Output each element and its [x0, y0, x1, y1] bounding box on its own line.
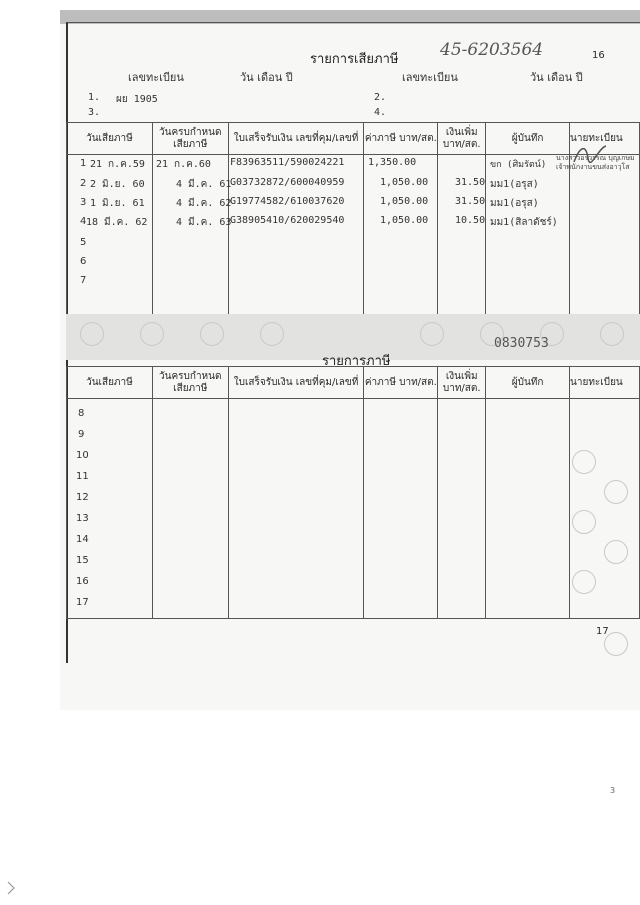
watermark-seal [420, 322, 444, 346]
date-label-right: วัน เดือน ปี [530, 71, 583, 84]
watermark-seal [604, 540, 628, 564]
reg-label-left: เลขทะเบียน [128, 71, 184, 84]
header-cell: วันเสียภาษี [67, 367, 153, 399]
reg-entry-num: 4. [374, 107, 387, 118]
reg-entry-num: 2. [374, 92, 387, 103]
row-number: 7 [80, 275, 87, 286]
header-cell: เงินเพิ่ม บาท/สต. [438, 367, 486, 399]
page-number-bottom: 17 [596, 626, 609, 637]
header-cell: ใบเสร็จรับเงิน เลขที่คุม/เลขที่ [228, 367, 364, 399]
watermark-seal [572, 570, 596, 594]
row-number: 17 [76, 597, 89, 608]
row-number: 8 [78, 408, 85, 419]
handwritten-number: 45-6203564 [440, 40, 544, 60]
date-label-left: วัน เดือน ปี [240, 71, 293, 84]
header-cell: ผู้บันทึก [486, 123, 570, 155]
watermark-seal [572, 510, 596, 534]
header-cell: ใบเสร็จรับเงิน เลขที่คุม/เลขที่ [228, 123, 364, 155]
reg-entry-value: ผย 1905 [116, 94, 158, 105]
header-cell: วันครบกำหนด เสียภาษี [152, 367, 228, 399]
row-number: 12 [76, 492, 89, 503]
row-number: 11 [76, 471, 89, 482]
watermark-seal [604, 480, 628, 504]
signature-scribble [570, 140, 610, 170]
scan-corner-mark [6, 880, 16, 896]
row-number: 10 [76, 450, 89, 461]
top-section-title: รายการเสียภาษี [310, 52, 399, 67]
header-cell: ค่าภาษี บาท/สต. [364, 123, 438, 155]
row-number: 16 [76, 576, 89, 587]
row-number: 15 [76, 555, 89, 566]
reg-label-right: เลขทะเบียน [402, 71, 458, 84]
header-cell: นายทะเบียน [570, 367, 640, 399]
row-number: 14 [76, 534, 89, 545]
reg-entry-num: 3. [88, 107, 101, 118]
serial-number: 0830753 [494, 336, 549, 351]
header-cell: นายทะเบียน [570, 123, 640, 155]
row-number: 6 [80, 256, 87, 267]
watermark-seal [260, 322, 284, 346]
header-cell: ผู้บันทึก [486, 367, 570, 399]
reg-entry-num: 1. [88, 92, 101, 103]
bottom-section-title: รายการภาษี [322, 354, 391, 369]
watermark-seal [140, 322, 164, 346]
row-number: 13 [76, 513, 89, 524]
watermark-seal [200, 322, 224, 346]
watermark-seal [600, 322, 624, 346]
header-cell: ค่าภาษี บาท/สต. [364, 367, 438, 399]
watermark-seal [80, 322, 104, 346]
header-cell: วันครบกำหนด เสียภาษี [152, 123, 228, 155]
watermark-seal [572, 450, 596, 474]
page-number-top: 16 [592, 50, 605, 61]
header-cell: เงินเพิ่ม บาท/สต. [438, 123, 486, 155]
footer-mark: 3 [610, 786, 616, 795]
row-number: 9 [78, 429, 85, 440]
bottom-tax-table [66, 366, 640, 619]
header-cell: วันเสียภาษี [67, 123, 153, 155]
row-number: 5 [80, 237, 87, 248]
